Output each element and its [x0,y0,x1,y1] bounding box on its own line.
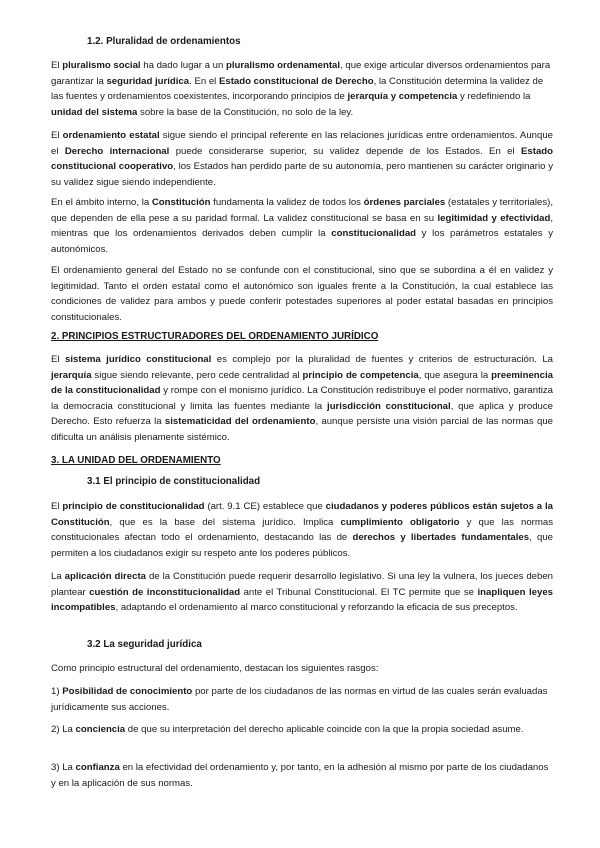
heading-3-2: 3.2 La seguridad jurídica [87,639,202,650]
bold-term: ordenamiento estatal [62,130,160,141]
bold-term: Derecho internacional [64,145,170,157]
text-run: puede considerarse superior, su validez depende de los Estados. En el [169,145,522,157]
bold-term: seguridad jurídica [106,75,190,87]
text-run: ha dado lugar a un [140,60,226,71]
bold-term: derechos y libertades fundamentales [352,532,530,544]
bold-term: cumplimiento obligatorio [340,516,460,528]
text-run: El [51,354,65,365]
bold-term: Estado constitucional de Derecho [218,75,374,87]
text-run: sigue siendo el principal referente en las relaciones jurídicas entre ordenamientos. Aunque el [51,130,553,157]
text-run: sobre la base de la Constitución, no solo de la ley. [137,106,354,118]
bold-term: unidad del sistema [51,106,138,118]
paragraph-sistema-juridico [51,352,553,446]
bold-term: Constitución [151,197,211,208]
text-run: , que es la base del sistema jurídico. Implica [109,516,341,528]
bold-term: Posibilidad de conocimiento [62,686,193,697]
text-run: y que las normas constitucionales afectan todo el ordenamiento, destacando las de [51,516,553,544]
text-run: Como principio estructural del ordenamiento, destacan los siguientes rasgos: [51,663,379,674]
text-run: y los parámetros estatales y autonómicos. [51,228,554,255]
bold-term: Estado constitucional cooperativo [51,145,554,173]
paragraph-principio-constitucionalidad [51,499,553,561]
text-run: en la efectividad del ordenamiento y, por tanto, en la adhesión al mismo por parte de los ciudadanos y en la aplicación de sus normas. [51,762,549,789]
text-run: de la Constitución puede requerir desarrollo legislativo. Si una ley la vulnera, los jueces deben plantear [51,571,553,598]
paragraph-ambito-interno [51,195,553,257]
bold-term: pluralismo ordenamental [225,60,341,71]
text-run: y redefiniendo la [457,91,531,103]
bold-term: órdenes parciales [363,197,446,208]
bold-term: jurisdicción constitucional [327,400,451,412]
text-run: , que permiten a los ciudadanos exigir su respeto ante los poderes públicos. [51,532,553,559]
text-run: , adaptando el ordenamiento al marco constitucional y reforzando la eficacia de sus preceptos. [115,602,518,614]
text-run: El ordenamiento general del Estado no se confunde con el constitucional, sino que se subordina a él en validez y legitimidad. Tanto el orden estatal como el autonómico son iguales frente a la Constitución, la cual establece las condiciones de validez para ambos y puede conferir potestades superiores al poder estatal basadas en principios constitucionales. [51,265,553,323]
bold-term: constitucionalidad [331,228,417,240]
text-run: , que asegura la [418,369,492,381]
paragraph-aplicacion-directa [51,569,553,616]
bold-term: ciudadanos y poderes públicos están sujetos a la Constitución [51,501,553,528]
paragraph-ordenamiento-estatal [51,128,553,190]
paragraph-rasgos-intro [51,661,553,677]
bold-term: inapliquen leyes incompatibles [51,586,553,614]
bold-term: cuestión de inconstitucionalidad [89,586,241,598]
text-run: 2) La [51,724,76,735]
text-run: 3) La [51,762,76,773]
text-run: , la Constitución determina la validez de las fuentes y ordenamientos coexistentes, incorporando principios de [51,75,544,103]
text-run: , que aplica y produce Derecho. Esto refuerza la [51,400,553,428]
text-run: En el ámbito interno, la [51,197,152,208]
bold-term: aplicación directa [64,571,146,582]
bold-term: jerarquía [51,369,92,381]
text-run: y rompe con el monismo jurídico. La Constitución redistribuye el poder normativo, garantiza la democracia constitucional y limita las fuentes mediante la [51,385,554,412]
bold-term: confianza [75,762,120,773]
text-run: sigue siendo relevante, pero cede centralidad al [91,369,303,381]
text-run: es complejo por la pluralidad de fuentes y criterios de estructuración. La [211,354,553,365]
bold-term: preeminencia de la constitucionalidad [51,369,553,397]
text-run: . En el [189,75,219,87]
paragraph-ordenamiento-general [51,263,553,325]
text-run: ante el Tribunal Constitucional. El TC permite que se [240,586,478,598]
list-item-conciencia [51,722,553,738]
bold-term: principio de competencia [302,369,419,381]
text-run: (estatales y territoriales), que dependen de ella pese a su paridad formal. La validez constitucional se basa en su [51,197,553,224]
text-run: , los Estados han perdido parte de su autonomía, pero mantienen su carácter originario y su validez sigue siendo independiente. [51,161,553,188]
text-run: El [51,501,63,512]
heading-section-3: 3. LA UNIDAD DEL ORDENAMIENTO [51,455,221,466]
bold-term: jerarquía y competencia [347,91,458,103]
list-item-confianza [51,760,553,791]
text-run: (art. 9.1 CE) establece que [204,501,326,512]
heading-1-2: 1.2. Pluralidad de ordenamientos [87,36,241,47]
heading-section-2: 2. PRINCIPIOS ESTRUCTURADORES DEL ORDENAMIENTO JURÍDICO [51,331,379,342]
bold-term: conciencia [75,724,126,735]
text-run: El [51,130,63,141]
heading-3-1: 3.1 El principio de constitucionalidad [87,476,261,487]
text-run: de que su interpretación del derecho aplicable coincide con la que la propia sociedad asume. [125,724,524,735]
text-run: El [51,60,63,71]
text-run: 1) [51,686,63,697]
text-run: , mientras que los ordenamientos derivados deben cumplir la [51,212,553,240]
list-item-conocimiento [51,684,553,715]
text-run: La [51,571,65,582]
bold-term: principio de constitucionalidad [62,501,205,512]
bold-term: sistema jurídico constitucional [64,354,212,365]
paragraph-pluralismo [51,58,553,120]
text-run: , aunque persiste una visión parcial de las normas que dificulta un análisis plenamente sistémico. [51,416,553,443]
text-run: fundamenta la validez de todos los [210,197,364,208]
bold-term: legitimidad y efectividad [437,212,551,224]
text-run: , que exige articular diversos ordenamientos para garantizar la [51,60,551,87]
bold-term: sistematicidad del ordenamiento [164,416,316,428]
bold-term: pluralismo social [62,60,141,71]
text-run: por parte de los ciudadanos de las normas en virtud de las cuales serán evaluadas jurídicamente sus acciones. [51,686,548,713]
